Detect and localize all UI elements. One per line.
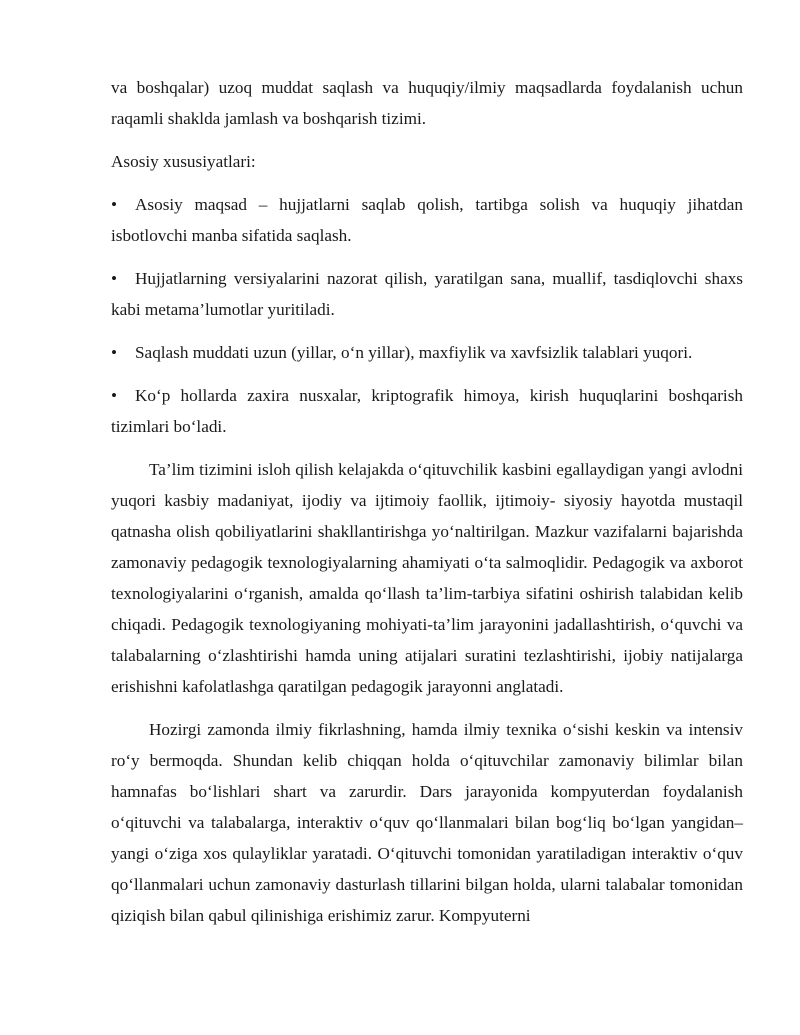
intro-paragraph: va boshqalar) uzoq muddat saqlash va huquqiy/ilmiy maqsadlarda foydalanish uchun raqamli shaklda jamlash va boshqarish tizimi. xyxy=(111,78,743,128)
document-page xyxy=(111,72,743,943)
bullet-icon: • xyxy=(111,386,118,405)
bullet-text: Hujjatlarning versiyalarini nazorat qilish, yaratilgan sana, muallif, tasdiqlovchi shaxs kabi metama’lumotlar yuritiladi. xyxy=(111,269,743,319)
features-heading: Asosiy xususiyatlari: xyxy=(111,152,256,171)
body-paragraph: Hozirgi zamonda ilmiy fikrlashning, hamda ilmiy texnika o‘sishi keskin va intensiv ro‘y bermoqda. Shundan kelib chiqqan holda o‘qituvchilar zamonaviy bilimlar bilan hamnafas bo‘lishlari shart va zarurdir. Dars jarayonida kompyuterdan foydalanish o‘qituvchi va talabalarga, interaktiv o‘quv qo‘llanmalari bilan bog‘liq bo‘lgan yangidan–yangi o‘ziga xos qulayliklar yaratadi. O‘qituvchi tomonidan yaratiladigan interaktiv o‘quv qo‘llanmalari uchun zamonaviy dasturlash tillarini bilgan holda, ularni talabalar tomonidan qiziqish bilan qabul qilinishiga erishimiz zarur. Kompyuterni xyxy=(111,720,743,925)
bullet-icon: • xyxy=(111,343,118,362)
bullet-text: Saqlash muddati uzun (yillar, o‘n yillar), maxfiylik va xavfsizlik talablari yuqori. xyxy=(135,343,693,362)
bullet-text: Ko‘p hollarda zaxira nusxalar, kriptografik himoya, kirish huquqlarini boshqarish tizimlari bo‘ladi. xyxy=(111,386,743,436)
bullet-item xyxy=(111,337,743,368)
bullet-item xyxy=(111,380,743,442)
bullet-icon: • xyxy=(111,195,118,214)
bullet-item xyxy=(111,189,743,251)
body-paragraph: Ta’lim tizimini isloh qilish kelajakda o‘qituvchilik kasbini egallaydigan yangi avlodni yuqori kasbiy madaniyat, ijodiy va ijtimoiy faollik, ijtimoiy- siyosiy hayotda mustaqil qatnasha olish qobiliyatlarini shakllantirishga yo‘naltirilgan. Mazkur vazifalarni bajarishda zamonaviy pedagogik texnologiyalarning ahamiyati o‘ta salmoqlidir. Pedagogik va axborot texnologiyalarini o‘rganish, amalda qo‘llash ta’lim-tarbiya sifatini oshirish talabidan kelib chiqadi. Pedagogik texnologiyaning mohiyati-ta’lim jarayonini jadallashtirish, o‘quvchi va talabalarning o‘zlashtirishi hamda uning atijalari suratini tezlashtirishi, ijobiy natijalarga erishishni kafolatlashga qaratilgan pedagogik jarayonni anglatadi. xyxy=(111,460,743,696)
bullet-icon: • xyxy=(111,269,118,288)
bullet-item xyxy=(111,263,743,325)
bullet-text: Asosiy maqsad – hujjatlarni saqlab qolish, tartibga solish va huquqiy jihatdan isbotlovchi manba sifatida saqlash. xyxy=(111,195,743,245)
